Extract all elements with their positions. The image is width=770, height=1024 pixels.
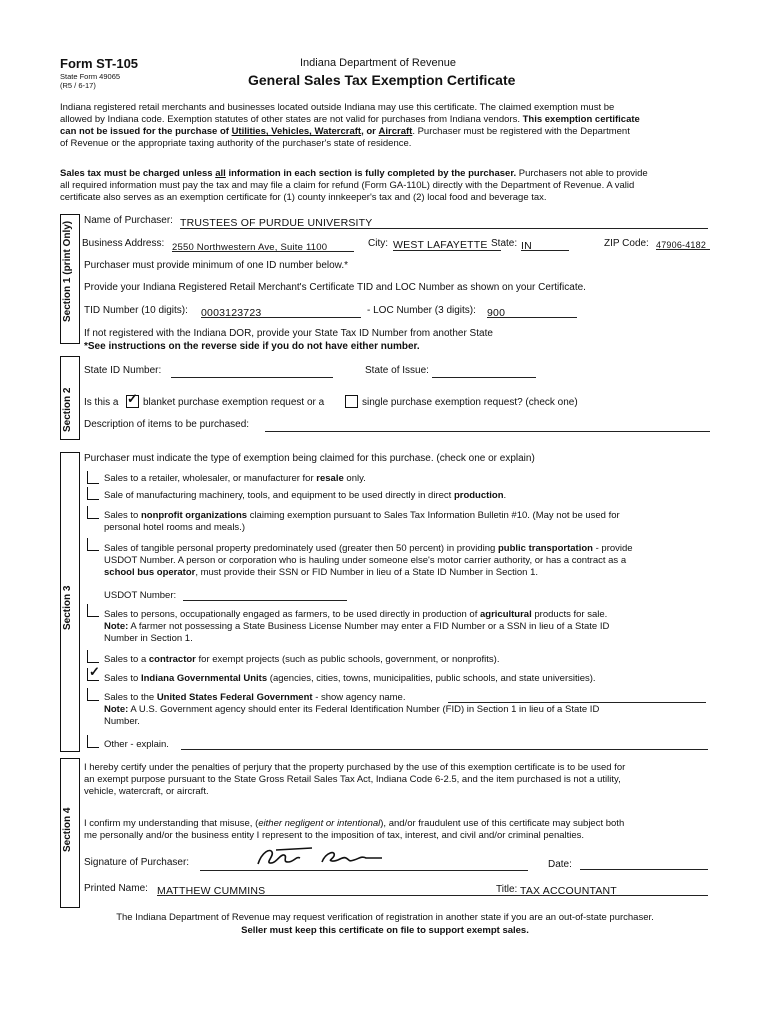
governmental-label: Sales to Indiana Governmental Units (agencies, cities, towns, municipalities, public schools, and state universities).: [104, 673, 596, 684]
tid-field[interactable]: [201, 303, 361, 318]
printed-name-field[interactable]: [157, 881, 527, 896]
certify-paragraph: I hereby certify under the penalties of perjury that the property purchased by the use of this exemption certificate is to be used for an exempt purpose pursuant to the State Gross Retail Sales Tax Act, Indiana Code 6-2.5, and the item purchased is not a utility, vehicle, watercraft, or aircraft.: [84, 762, 626, 797]
verification-note: The Indiana Department of Revenue may request verification of registration in another state if you are an out-of-state purchaser.: [116, 912, 654, 923]
signature-field[interactable]: [200, 850, 528, 871]
state-field[interactable]: [521, 236, 569, 251]
loc-field[interactable]: [487, 303, 577, 318]
state-id-field[interactable]: [171, 363, 333, 378]
seller-keep-note: Seller must keep this certificate on file to support exempt sales.: [241, 925, 529, 936]
name-of-purchaser-value: TRUSTEES OF PURDUE UNIVERSITY: [180, 217, 373, 229]
section-1-label: Section 1 (print Only): [62, 220, 73, 322]
production-label: Sale of manufacturing machinery, tools, and equipment to be used directly in direct production.: [104, 490, 507, 501]
state-id-label: State ID Number:: [84, 365, 162, 376]
provide-tid-note: Provide your Indiana Registered Retail Merchant's Certificate TID and LOC Number as shown on your Certificate.: [84, 282, 586, 293]
loc-value: 900: [487, 307, 506, 319]
date-label: Date:: [548, 859, 572, 870]
form-number: Form ST-105: [60, 56, 139, 71]
confirm-paragraph: I confirm my understanding that misuse, (either negligent or intentional), and/or fraudulent use of this certificate may subject both me personally and/or the business entity I represent to the imposition of tax, interest, and civil and/or criminal penalties.: [84, 818, 625, 841]
nonprofit-label: Sales to nonprofit organizations claiming exemption pursuant to Sales Tax Information Bulletin #10. (May not be used for personal hotel rooms and meals.): [104, 510, 620, 533]
resale-checkbox[interactable]: [87, 471, 99, 484]
title-value: TAX ACCOUNTANT: [520, 885, 617, 897]
check-icon: ✓: [89, 664, 100, 679]
zip-field[interactable]: [656, 235, 710, 250]
business-address-field[interactable]: [172, 237, 354, 252]
not-registered-note: If not registered with the Indiana DOR, provide your State Tax ID Number from another State: [84, 328, 493, 339]
state-form-number: State Form 49065: [60, 72, 121, 81]
intro-paragraph: Indiana registered retail merchants and businesses located outside Indiana may use this certificate. The claimed exemption must be allowed by Indiana code. Exemption statutes of other states are not valid for purchases from Indiana vendors. This exemption certificate can not be issued for the purchase of Utilities, Vehicles, Watercraft, or Aircraft. Purchaser must be registered with the Department of Revenue or the appropriate taxing authority of the purchaser's state of residence.: [60, 102, 640, 149]
agricultural-checkbox[interactable]: [87, 604, 99, 617]
state-of-issue-label: State of Issue:: [365, 365, 429, 376]
single-label: single purchase exemption request? (check one): [362, 397, 578, 408]
transport-checkbox[interactable]: [87, 538, 99, 551]
nonprofit-checkbox[interactable]: [87, 506, 99, 519]
tid-value: 0003123723: [201, 307, 262, 319]
governmental-checkbox[interactable]: [87, 664, 100, 681]
section-2-label: Section 2: [62, 387, 73, 432]
federal-agency-field[interactable]: [448, 690, 706, 703]
business-address-value: 2550 Northwestern Ave, Suite 1100: [172, 242, 328, 253]
production-checkbox[interactable]: [87, 487, 99, 500]
transport-label: Sales of tangible personal property predominately used (greater then 50 percent) in providing public transportation - provide USDOT Number. A person or corporation who is hauling under someone else's motor carrier authority, or has a contract as a school bus operator, must provide their SSN or FID Number in lieu of a State ID Number in Section 1.: [104, 543, 633, 578]
tid-label: TID Number (10 digits):: [84, 305, 188, 316]
zip-label: ZIP Code:: [604, 238, 649, 249]
other-checkbox[interactable]: [87, 735, 99, 748]
city-value: WEST LAFAYETTE: [393, 239, 488, 251]
printed-name-value: MATTHEW CUMMINS: [157, 885, 266, 897]
usdot-field[interactable]: [183, 588, 347, 601]
name-of-purchaser-field[interactable]: [180, 213, 708, 229]
name-of-purchaser-label: Name of Purchaser:: [84, 215, 173, 226]
section-3-intro: Purchaser must indicate the type of exemption being claimed for this purchase. (check one or explain): [84, 453, 535, 464]
description-label: Description of items to be purchased:: [84, 419, 250, 430]
contractor-checkbox[interactable]: [87, 650, 99, 663]
check-icon: ✓: [127, 391, 138, 406]
contractor-label: Sales to a contractor for exempt projects (such as public schools, government, or nonprofits).: [104, 654, 500, 665]
page-title: General Sales Tax Exemption Certificate: [248, 72, 516, 88]
requirements-paragraph: Sales tax must be charged unless all information in each section is fully completed by the purchaser. Purchasers not able to provide all required information must pay the tax and may file a claim for refund (Form GA-110L) directly with the Department of Revenue. A valid certificate also serves as an exemption certificate for (1) county innkeeper's tax and (2) local food and beverage tax.: [60, 168, 648, 203]
blanket-label: blanket purchase exemption request or a: [143, 397, 325, 408]
city-label: City:: [368, 238, 388, 249]
blanket-checkbox[interactable]: [126, 391, 139, 408]
is-this-a-label: Is this a: [84, 397, 119, 408]
see-instructions-note: *See instructions on the reverse side if you do not have either number.: [84, 341, 420, 352]
other-explain-field[interactable]: [181, 737, 708, 750]
federal-label: Sales to the United States Federal Government - show agency name. Note: A U.S. Government agency should enter its Federal Identification Number (FID) in Section 1 in lieu of a State ID Number.: [104, 692, 600, 727]
other-label: Other - explain.: [104, 739, 169, 750]
state-value: IN: [521, 240, 532, 252]
min-id-note: Purchaser must provide minimum of one ID number below.*: [84, 260, 349, 271]
city-field[interactable]: [393, 235, 501, 251]
usdot-label: USDOT Number:: [104, 590, 177, 601]
signature-mark: [252, 846, 432, 868]
date-field[interactable]: [580, 856, 708, 870]
single-checkbox[interactable]: [345, 395, 358, 408]
loc-label: - LOC Number (3 digits):: [367, 305, 476, 316]
zip-value: 47906-4182: [656, 240, 707, 250]
federal-checkbox[interactable]: [87, 688, 99, 701]
section-4-label: Section 4: [62, 807, 73, 852]
description-field[interactable]: [265, 417, 710, 432]
agricultural-label: Sales to persons, occupationally engaged as farmers, to be used directly in production of agricultural products for sale. Note: A farmer not possessing a State Business License Number may enter a FID Number or a SSN in lieu of a State ID Number in Section 1.: [104, 609, 610, 644]
title-label: Title:: [496, 884, 518, 895]
business-address-label: Business Address:: [82, 238, 165, 249]
state-label: State:: [491, 238, 518, 249]
printed-name-label: Printed Name:: [84, 883, 148, 894]
signature-label: Signature of Purchaser:: [84, 857, 190, 868]
section-3-label: Section 3: [62, 585, 73, 630]
form-revision: (R5 / 6-17): [60, 81, 96, 90]
resale-label: Sales to a retailer, wholesaler, or manufacturer for resale only.: [104, 473, 366, 484]
state-of-issue-field[interactable]: [432, 363, 536, 378]
title-field[interactable]: [520, 881, 708, 896]
agency-name: Indiana Department of Revenue: [300, 57, 456, 69]
